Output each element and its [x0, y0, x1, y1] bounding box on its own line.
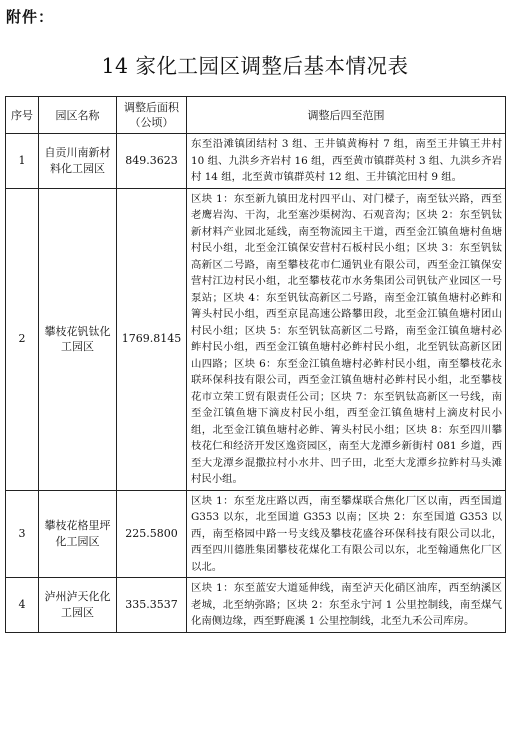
- header-area: [117, 97, 187, 134]
- header-index: 序号: [6, 97, 39, 134]
- header-name: 园区名称: [39, 97, 117, 134]
- document-title: 14 家化工园区调整后基本情况表: [101, 54, 409, 78]
- table-row: [6, 490, 506, 578]
- row-scope: 区块 1：东至新九镇田龙村四平山、对门樑子，南至钛兴路，西至老鹰岩沟、干沟，北至塞沙渠树沟、石观音沟；区块 2：东至钒钛新材料产业园北延线，南至物流园主干道，西至金江镇鱼塘村鱼塘村民小组，北至金江镇保安营村石板村民小组；区块 3：东至钒钛高新区二号路，南至攀枝花市仁通钒业有限公司，西至金江镇保安营村江边村民小组，北至攀枝花市水务集团公司钒钛产业园区一号泵站；区块 4：东至钒钛高新区二号路，南至金江镇鱼塘村必鲊和箐头村民小组，西至京昆高速公路攀田段，北至金江镇鱼塘村团山村民小组；区块 5：东至钒钛高新区二号路，南至金江镇鱼塘村必鲊村民小组，西至金江镇鱼塘村必鲊村民小组，北至钒钛高新区团山四路；区块 6：东至金江镇鱼塘村必鲊村民小组，南至攀枝花永联环保科技有限公司，西至金江镇鱼塘村必鲊村民小组，北至攀枝花市立荣工贸有限责任公司；区块 7：东至钒钛高新区一号线，南至金江镇鱼塘下滴皮村民小组，西至金江镇鱼塘村上滴皮村民小组，北至金江镇鱼塘村必鲊、箐头村民小组；区块 8：东至四川攀枝花仁和经济开发区逸资园区，南至大龙潭乡新街村 081 乡道，西至大龙潭乡混撒拉村小水井、凹子田，北至大龙潭乡拉鲊村马头滩村民小组。: [187, 188, 506, 490]
- attachment-label: 附件：: [6, 8, 55, 26]
- row-index: 4: [6, 578, 39, 633]
- row-area: 335.3537: [117, 578, 187, 633]
- row-index: 1: [6, 134, 39, 189]
- table-row: [6, 188, 506, 490]
- row-park-name: [39, 188, 117, 490]
- park-name-text: 泸州泸天化化工园区: [44, 590, 111, 619]
- table-row: [6, 578, 506, 633]
- parks-table: [5, 96, 506, 633]
- park-name-text: 攀枝花格里坪化工园区: [44, 519, 111, 548]
- row-area: 849.3623: [117, 134, 187, 189]
- park-name-text: 攀枝花钒钛化工园区: [44, 324, 111, 353]
- row-scope: 东至沿滩镇团结村 3 组、王井镇黄梅村 7 组，南至王井镇王井村 10 组、九洪乡齐岩村 16 组，西至黄市镇群英村 3 组、九洪乡齐岩村 14 组，北至黄市镇群英村 12 组、王井镇沱田村 9 组。: [187, 134, 506, 189]
- table-row: [6, 134, 506, 189]
- row-index: 2: [6, 188, 39, 490]
- park-name-text: 自贡川南新材料化工园区: [44, 146, 111, 175]
- row-area: 225.5800: [117, 490, 187, 578]
- header-scope: 调整后四至范围: [187, 97, 506, 134]
- header-area-label: 调整后面积（公顷）: [124, 101, 179, 129]
- row-scope: 区块 1：东至龙庄路以西，南至攀煤联合焦化厂区以南，西至国道 G353 以东，北至国道 G353 以南；区块 2：东至国道 G353 以西，南至格园中路一号支线及攀枝花盛谷环保科技有限公司以北，西至四川德胜集团攀枝花煤化工有限公司以东，北至翰通焦化厂区以北。: [187, 490, 506, 578]
- table-header-row: [6, 97, 506, 134]
- row-park-name: [39, 490, 117, 578]
- row-park-name: [39, 578, 117, 633]
- row-scope: 区块 1：东至蓝安大道延伸线，南至泸天化硝区油库，西至纳溪区老城，北至纳弥路；区块 2：东至永宁河 1 公里控制线，南至煤气化南侧边缘，西至野鹿溪 1 公里控制线，北至九禾公司库房。: [187, 578, 506, 633]
- row-index: 3: [6, 490, 39, 578]
- row-park-name: [39, 134, 117, 189]
- row-area: 1769.8145: [117, 188, 187, 490]
